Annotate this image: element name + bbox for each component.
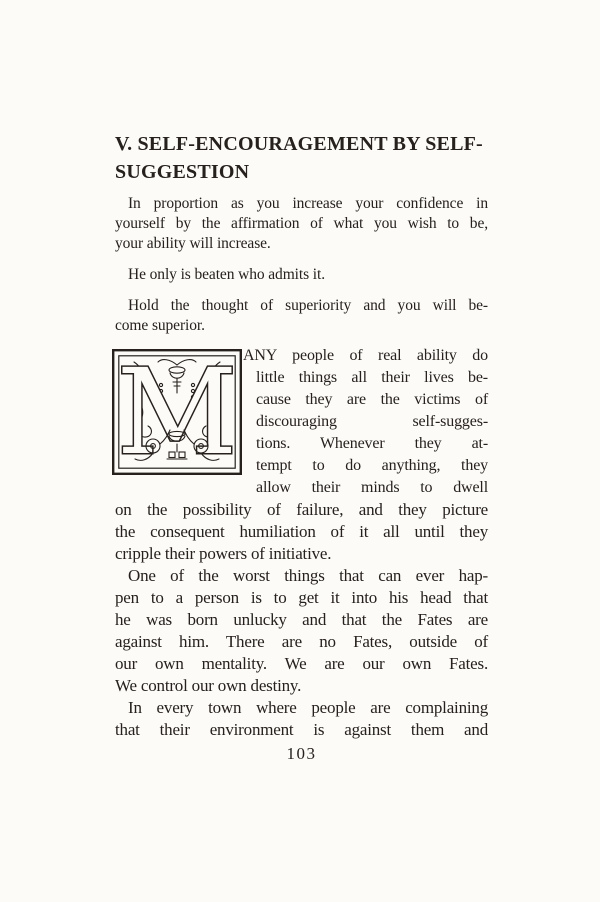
drop-cap-letter: M <box>116 349 238 475</box>
text-line: cripple their powers of initiative. <box>115 544 332 563</box>
text-line: that their environment is against them and <box>115 720 488 739</box>
text-line: SUGGESTION <box>115 161 250 183</box>
text-line: pen to a person is to get it into his head that <box>115 588 488 607</box>
text-line: come superior. <box>115 317 205 334</box>
text-line: allow their minds to dwell <box>256 479 488 496</box>
text-line: Hold the thought of superiority and you will be- <box>128 297 488 314</box>
text-line: your ability will increase. <box>115 235 271 252</box>
page-number: 103 <box>286 744 317 763</box>
text-line: We control our own destiny. <box>115 676 302 695</box>
text-line: V. SELF-ENCOURAGEMENT BY SELF- <box>115 133 483 155</box>
text-line: discouraging self-sugges- <box>256 413 488 430</box>
epigraph-block <box>115 194 488 336</box>
body-column-beside-dropcap <box>243 345 488 499</box>
text-line: tempt to do anything, they <box>256 457 488 474</box>
text-line: In proportion as you increase your confidence in <box>128 195 488 212</box>
text-line: He only is beaten who admits it. <box>128 266 325 283</box>
chapter-heading <box>115 130 491 186</box>
body-column-full <box>115 499 488 741</box>
text-line: cause they are the victims of <box>256 391 488 408</box>
text-line: the consequent humiliation of it all until they <box>115 522 488 541</box>
text-line: In every town where people are complaining <box>128 698 488 717</box>
text-line: little things all their lives be- <box>256 369 488 386</box>
text-line: One of the worst things that can ever hap- <box>128 566 488 585</box>
text-line: he was born unlucky and that the Fates are <box>115 610 488 629</box>
text-line: tions. Whenever they at- <box>256 435 488 452</box>
text-line: yourself by the affirmation of what you wish to be, <box>115 215 488 232</box>
text-line: ANY people of real ability do <box>243 347 488 364</box>
text-line: on the possibility of failure, and they picture <box>115 500 488 519</box>
drop-cap-ornament <box>112 349 242 475</box>
text-line: against him. There are no Fates, outside of <box>115 632 488 651</box>
text-line: our own mentality. We are our own Fates. <box>115 654 488 673</box>
drop-cap <box>112 349 242 475</box>
